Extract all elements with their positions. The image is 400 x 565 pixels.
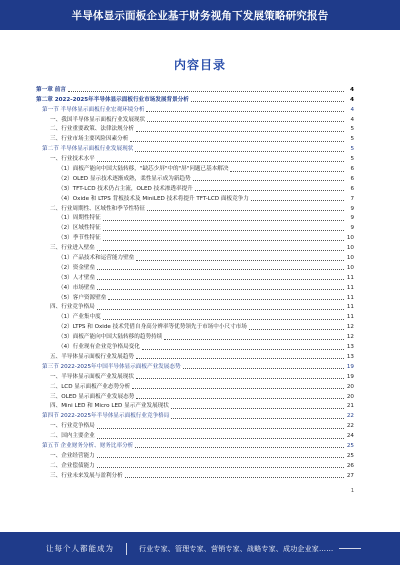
toc-entry[interactable] — [36, 311, 354, 321]
toc-entry[interactable] — [36, 242, 354, 252]
toc-entry-page: 11 — [346, 304, 354, 311]
toc-entry-page: 4 — [350, 86, 354, 93]
footer-roles: 行业专家、管理专家、营销专家、战略专家、成功企业家…… — [139, 544, 334, 553]
toc-entry-page: 6 — [350, 185, 354, 192]
toc-entry-label: 第二节 半导体显示面板行业发展现状 — [42, 146, 134, 153]
toc-entry[interactable] — [36, 450, 354, 460]
toc-entry[interactable] — [36, 361, 354, 371]
toc-entry-label: 第二章 2022-2025年半导体显示面板行业市场发展背景分析 — [36, 96, 189, 103]
toc-entry-label: 五、半导体显示面板行业发展趋势 — [50, 353, 134, 360]
toc-entry-label: 二、LCD 显示面板产业态势分析 — [50, 383, 131, 390]
toc-entry[interactable] — [36, 153, 354, 163]
toc-entry-label: （1）面板产能向中国大陆转移，"缺芯少屏"中的"屏"问题已基本解决 — [58, 166, 229, 173]
toc-entry[interactable] — [36, 470, 354, 480]
toc-entry-page: 22 — [346, 423, 354, 430]
toc-entry[interactable] — [36, 183, 354, 193]
toc-entry-page: 9 — [350, 215, 354, 222]
toc-entry-label: （3）人才壁垒 — [58, 274, 96, 281]
toc-entry-label: （3）TFT-LCD 技术仍占主流，OLED 技术渗透率提升 — [58, 185, 193, 192]
toc-entry[interactable] — [36, 420, 354, 430]
toc-leader-dots — [142, 349, 344, 350]
toc-entry[interactable] — [36, 292, 354, 302]
toc-entry[interactable] — [36, 331, 354, 341]
toc-leader-dots — [97, 289, 344, 290]
toc-entry-page: 10 — [346, 264, 354, 271]
toc-entry-page: 25 — [346, 452, 354, 459]
toc-entry-label: 第三节 2022-2025年中国半导体显示面板产业发展态势 — [42, 363, 181, 370]
toc-entry[interactable] — [36, 104, 354, 114]
toc-entry[interactable] — [36, 232, 354, 242]
toc-entry-label: （4）行业现有企业竞争格局变化 — [58, 344, 140, 351]
toc-entry[interactable] — [36, 381, 354, 391]
toc-entry-page: 20 — [346, 383, 354, 390]
toc-entry[interactable] — [36, 440, 354, 450]
toc-entry-label: 一、半导体显示面板产业发展现状 — [50, 373, 134, 380]
toc-entry[interactable] — [36, 84, 354, 94]
toc-entry-page: 11 — [346, 274, 354, 281]
toc-entry-page: 13 — [346, 353, 354, 360]
toc-leader-dots — [97, 428, 344, 429]
toc-leader-dots — [251, 200, 344, 201]
toc-entry[interactable] — [36, 321, 354, 331]
page-number: 1 — [350, 488, 354, 494]
toc-entry-page: 22 — [346, 413, 354, 420]
toc-entry[interactable] — [36, 163, 354, 173]
toc-entry[interactable] — [36, 371, 354, 381]
toc-entry-page: 10 — [346, 255, 354, 262]
toc-entry-label: 一、行业竞争格局 — [50, 423, 95, 430]
toc-leader-dots — [135, 447, 344, 448]
toc-leader-dots — [97, 467, 344, 468]
toc-entry[interactable] — [36, 173, 354, 183]
toc-entry-label: 二、企业偿债能力 — [50, 462, 95, 469]
toc-entry-page: 10 — [346, 245, 354, 252]
toc-leader-dots — [97, 269, 344, 270]
toc-entry[interactable] — [36, 401, 354, 411]
toc-leader-dots — [136, 378, 344, 379]
toc-entry-page: 24 — [346, 433, 354, 440]
toc-entry-label: （1）产业集中度 — [58, 314, 101, 321]
toc-leader-dots — [136, 131, 344, 132]
toc-entry[interactable] — [36, 460, 354, 470]
toc-leader-dots — [97, 250, 344, 251]
toc-leader-dots — [103, 220, 344, 221]
toc-entry-label: 二、国内主要企业 — [50, 433, 95, 440]
toc-entry-label: （1）产品技术和运营能力壁垒 — [58, 255, 135, 262]
toc-entry-label: （1）周期性特征 — [58, 215, 101, 222]
toc-entry[interactable] — [36, 94, 354, 104]
toc-entry-page: 25 — [346, 442, 354, 449]
toc-entry-page: 5 — [350, 146, 354, 153]
toc-entry-page: 19 — [346, 363, 354, 370]
toc-entry-label: 三、行业市场主要风险因素分析 — [50, 136, 129, 143]
toc-entry[interactable] — [36, 143, 354, 153]
toc-entry-page: 4 — [350, 96, 354, 103]
toc-entry-label: 三、行业进入壁垒 — [50, 245, 95, 252]
footer-line-decoration — [339, 548, 361, 549]
toc-leader-dots — [191, 101, 344, 102]
toc-entry-page: 9 — [350, 205, 354, 212]
toc-entry-page: 21 — [346, 403, 354, 410]
toc-entry-label: （2）资金壁垒 — [58, 264, 96, 271]
toc-entry-page: 12 — [346, 334, 354, 341]
toc-entry[interactable] — [36, 351, 354, 361]
toc-entry-label: （5）客户资源壁垒 — [58, 294, 107, 301]
toc-entry[interactable] — [36, 193, 354, 203]
table-of-contents — [36, 84, 354, 480]
toc-leader-dots — [97, 438, 344, 439]
toc-entry[interactable] — [36, 341, 354, 351]
toc-leader-dots — [171, 408, 344, 409]
toc-entry[interactable] — [36, 252, 354, 262]
toc-entry[interactable] — [36, 222, 354, 232]
toc-entry-page: 5 — [350, 156, 354, 163]
toc-entry[interactable] — [36, 133, 354, 143]
toc-leader-dots — [193, 180, 344, 181]
toc-entry-label: 第一节 半导体显示面板行业宏观环境分析 — [42, 106, 145, 113]
toc-entry-label: （2）LTPS 和 Oxide 技术凭借自身高分辨率等优势领先于市场中小尺寸市场 — [58, 324, 247, 331]
toc-entry-page: 5 — [350, 126, 354, 133]
toc-entry-label: 一、行业技术水平 — [50, 156, 95, 163]
toc-leader-dots — [183, 368, 344, 369]
toc-entry[interactable] — [36, 262, 354, 272]
toc-entry[interactable] — [36, 114, 354, 124]
toc-leader-dots — [97, 309, 344, 310]
toc-entry-page: 11 — [346, 314, 354, 321]
toc-leader-dots — [136, 398, 344, 399]
toc-leader-dots — [97, 457, 344, 458]
toc-leader-dots — [171, 418, 344, 419]
toc-leader-dots — [103, 240, 344, 241]
toc-entry-page: 11 — [346, 284, 354, 291]
toc-entry-label: 第四节 2022-2025年半导体显示面板行业竞争格局 — [42, 413, 170, 420]
toc-leader-dots — [125, 477, 344, 478]
toc-entry-label: 四、Mini LED 和 Micro LED 显示产业发展现状 — [50, 403, 169, 410]
toc-entry-page: 6 — [350, 166, 354, 173]
footer-banner — [0, 532, 400, 565]
toc-entry[interactable] — [36, 203, 354, 213]
toc-leader-dots — [132, 388, 344, 389]
toc-entry[interactable] — [36, 302, 354, 312]
toc-entry-label: （3）面板产能向中国大陆转移的趋势持续 — [58, 334, 163, 341]
toc-entry-label: （2）OLED 显示技术逐渐成熟，柔性显示成为新趋势 — [58, 175, 191, 182]
toc-entry-page: 9 — [350, 225, 354, 232]
toc-entry[interactable] — [36, 430, 354, 440]
toc-entry-page: 4 — [350, 106, 354, 113]
toc-leader-dots — [249, 329, 344, 330]
toc-entry-page: 12 — [346, 324, 354, 331]
toc-leader-dots — [136, 260, 344, 261]
toc-entry-label: 四、行业竞争格局 — [50, 304, 95, 311]
toc-leader-dots — [146, 111, 344, 112]
toc-entry-label: 第一章 前言 — [36, 86, 66, 93]
toc-entry-page: 6 — [350, 175, 354, 182]
toc-entry-page: 10 — [346, 235, 354, 242]
toc-entry-label: （4）Oxide 和 LTPS 背板技术及 MiniLED 技术将提升 TFT-LCD 面板竞争力 — [58, 195, 249, 202]
toc-entry-label: 二、行业重要政策、法律法规分析 — [50, 126, 134, 133]
toc-leader-dots — [195, 190, 344, 191]
toc-heading: 内容目录 — [173, 58, 226, 72]
toc-entry-label: （4）市场壁垒 — [58, 284, 96, 291]
toc-entry-label: 一、我国半导体显示面板行业发展现状 — [50, 116, 146, 123]
toc-leader-dots — [68, 91, 344, 92]
toc-entry-page: 19 — [346, 373, 354, 380]
toc-entry-label: 一、企业经营能力 — [50, 452, 95, 459]
toc-entry-page: 5 — [350, 136, 354, 143]
toc-leader-dots — [136, 358, 344, 359]
toc-leader-dots — [147, 210, 344, 211]
toc-entry-page: 4 — [350, 116, 354, 123]
toc-leader-dots — [103, 319, 344, 320]
toc-leader-dots — [130, 141, 344, 142]
toc-entry[interactable] — [36, 213, 354, 223]
toc-leader-dots — [147, 121, 344, 122]
toc-entry[interactable] — [36, 391, 354, 401]
toc-leader-dots — [230, 171, 344, 172]
toc-leader-dots — [97, 161, 344, 162]
toc-entry-page: 27 — [346, 472, 354, 479]
toc-leader-dots — [135, 151, 344, 152]
toc-entry[interactable] — [36, 410, 354, 420]
toc-entry-label: （3）季节性特征 — [58, 235, 101, 242]
toc-entry-page: 7 — [350, 195, 354, 202]
toc-entry-label: 二、行业周期性、区域性和季节性特征 — [50, 205, 146, 212]
toc-entry[interactable] — [36, 282, 354, 292]
report-header-banner — [0, 0, 400, 30]
toc-entry-label: 第五节 企业财务分析、财务比率分析 — [42, 442, 134, 449]
toc-entry-page: 26 — [346, 462, 354, 469]
toc-entry[interactable] — [36, 124, 354, 134]
toc-leader-dots — [108, 299, 344, 300]
toc-entry-page: 20 — [346, 393, 354, 400]
toc-entry-label: （2）区域性特征 — [58, 225, 101, 232]
toc-leader-dots — [97, 279, 344, 280]
toc-entry-page: 11 — [346, 294, 354, 301]
toc-leader-dots — [103, 230, 344, 231]
report-title: 半导体显示面板企业基于财务视角下发展策略研究报告 — [71, 9, 329, 22]
toc-entry[interactable] — [36, 272, 354, 282]
toc-entry-label: 三、OLED 显示面板产业发展态势 — [50, 393, 135, 400]
toc-entry-page: 13 — [346, 344, 354, 351]
toc-leader-dots — [164, 339, 344, 340]
footer-divider — [126, 543, 127, 555]
toc-entry-label: 三、行业未来发展与盈利分析 — [50, 472, 123, 479]
footer-slogan: 让每个人都能成为 — [46, 544, 114, 553]
